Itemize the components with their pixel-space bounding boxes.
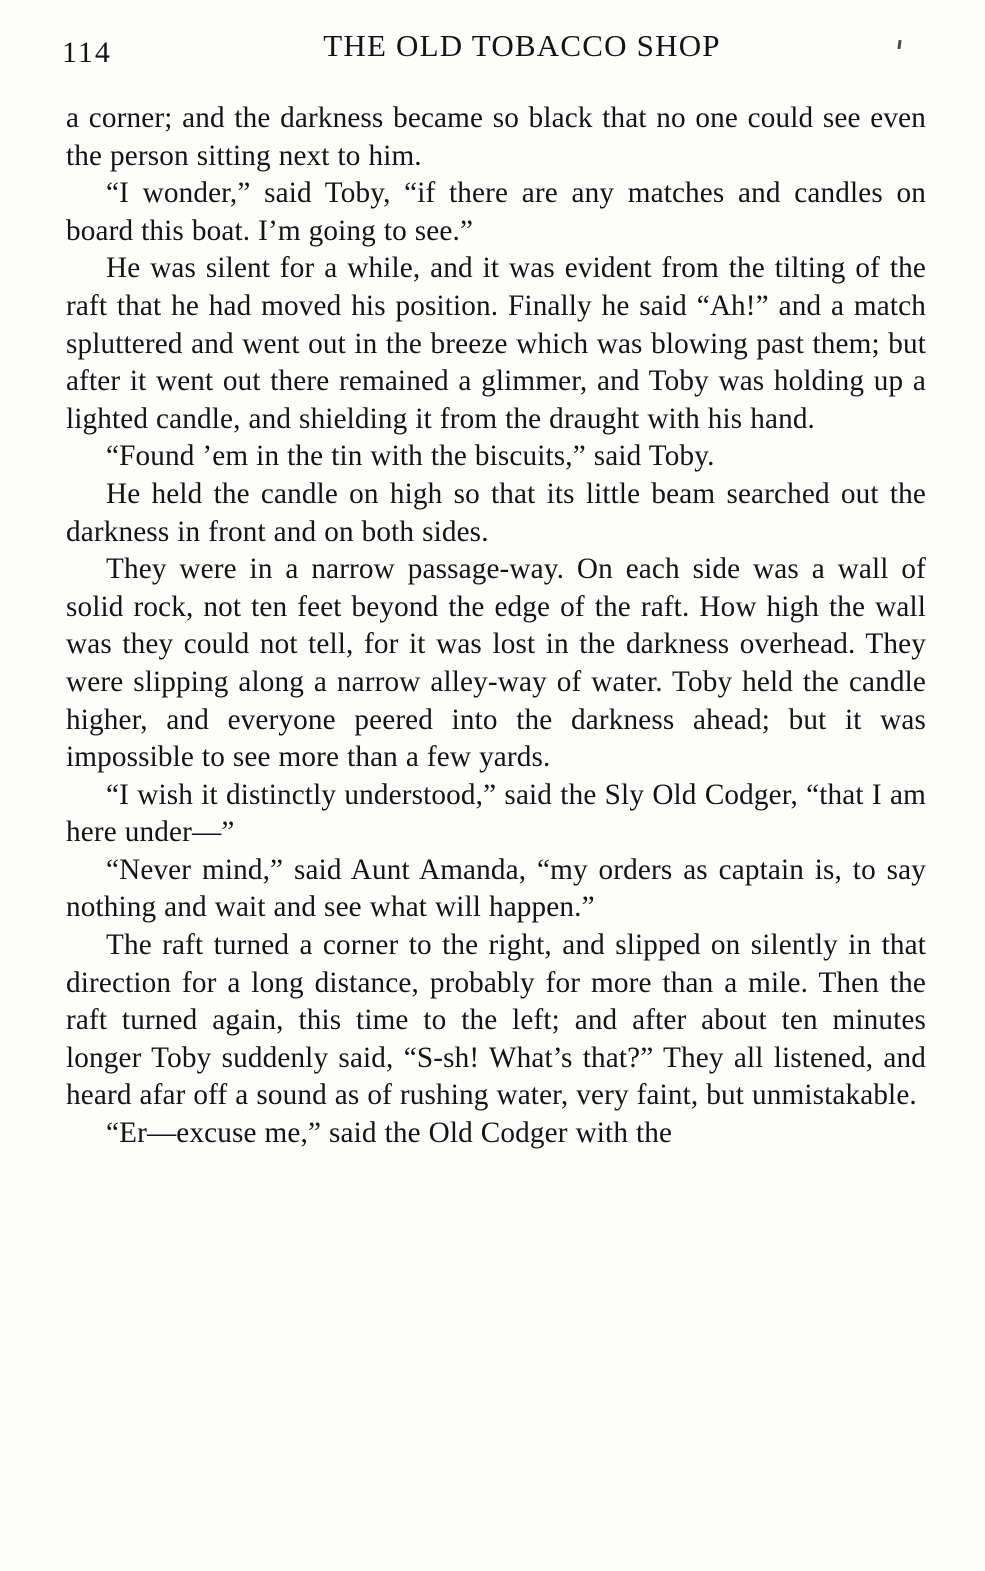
- page-header: [62, 28, 922, 78]
- paragraph: “Found ’em in the tin with the biscuits,” said Toby.: [106, 440, 715, 473]
- paragraph: They were in a narrow passage-way. On each side was a wall of solid rock, not ten feet beyond the edge of the raft. How high the wall was they could not tell, for it was lost in the darkness overhead. They were slipping along a narrow alley-way of water. Toby held the candle higher, and everyone peered into the darkness ahead; but it was impossible to see more than a few yards.: [66, 553, 926, 774]
- paragraph: “I wish it distinctly understood,” said the Sly Old Codger, “that I am here under—”: [66, 778, 926, 849]
- paragraph: “Never mind,” said Aunt Amanda, “my orders as captain is, to say nothing and wait and see what will happen.”: [66, 853, 926, 924]
- paragraph: The raft turned a corner to the right, and slipped on silently in that direction for a long distance, probably for more than a mile. Then the raft turned again, this time to the left; and after about ten minutes longer Toby suddenly said, “S-sh! What’s that?” They all listened, and heard afar off a sound as of rushing water, very faint, but unmistakable.: [66, 929, 926, 1112]
- paragraph: He was silent for a while, and it was evident from the tilting of the raft that he had moved his position. Finally he said “Ah!” and a match spluttered and went out in the breeze which was blowing past them; but after it went out there remained a glimmer, and Toby was holding up a lighted candle, and shielding it from the draught with his hand.: [66, 252, 926, 435]
- ink-speck: [897, 40, 901, 49]
- paragraph: He held the candle on high so that its little beam searched out the darkness in front and on both sides.: [66, 477, 926, 548]
- paragraph: “Er—excuse me,” said the Old Codger with the: [106, 1117, 673, 1150]
- paragraph: “I wonder,” said Toby, “if there are any matches and candles on board this boat. I’m going to see.”: [66, 177, 926, 247]
- paragraph: a corner; and the darkness became so black that no one could see even the person sitting next to him.: [66, 102, 926, 172]
- page-body: [66, 100, 926, 1153]
- page-number: 114: [62, 36, 112, 69]
- running-head-title: THE OLD TOBACCO SHOP: [323, 28, 721, 63]
